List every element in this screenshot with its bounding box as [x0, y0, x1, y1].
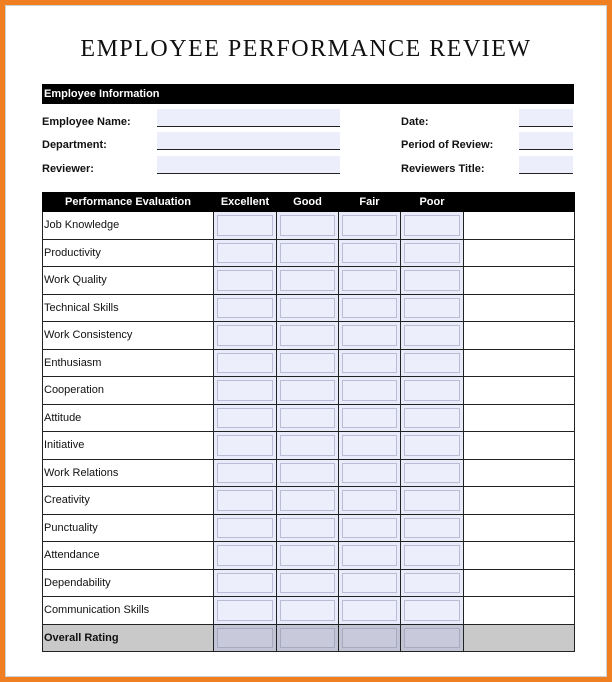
reviewers-title-label: Reviewers Title: [401, 163, 485, 175]
productivity-excellent-cell[interactable] [214, 239, 277, 267]
cooperation-comment-cell[interactable] [464, 377, 575, 405]
dependability-fair-box[interactable] [342, 573, 397, 594]
work-consistency-fair-box[interactable] [342, 325, 397, 346]
table-row [43, 267, 575, 295]
dependability-excellent-cell[interactable] [214, 569, 277, 597]
punctuality-poor-box[interactable] [404, 518, 460, 539]
work-consistency-good-box[interactable] [280, 325, 335, 346]
fair-column-header: Fair [339, 193, 401, 212]
productivity-poor-box[interactable] [404, 243, 460, 264]
criterion-label: Dependability [43, 569, 214, 597]
overall-rating-excellent-cell[interactable] [214, 624, 277, 652]
attendance-excellent-cell[interactable] [214, 542, 277, 570]
work-consistency-comment-cell[interactable] [464, 322, 575, 350]
enthusiasm-good-cell[interactable] [277, 349, 339, 377]
punctuality-good-box[interactable] [280, 518, 335, 539]
overall-rating-row [43, 624, 575, 652]
work-relations-poor-box[interactable] [404, 463, 460, 484]
criterion-label: Work Quality [43, 267, 214, 295]
criterion-label: Work Consistency [43, 322, 214, 350]
performance-evaluation-table [42, 192, 575, 652]
criterion-label: Initiative [43, 432, 214, 460]
work-relations-poor-cell[interactable] [401, 459, 464, 487]
job-knowledge-good-cell[interactable] [277, 212, 339, 240]
initiative-good-cell[interactable] [277, 432, 339, 460]
attendance-excellent-box[interactable] [217, 545, 273, 566]
employee-name-field[interactable] [157, 109, 340, 127]
work-consistency-good-cell[interactable] [277, 322, 339, 350]
communication-skills-good-cell[interactable] [277, 597, 339, 625]
work-consistency-excellent-cell[interactable] [214, 322, 277, 350]
dependability-poor-box[interactable] [404, 573, 460, 594]
table-row [43, 542, 575, 570]
table-row [43, 487, 575, 515]
table-row [43, 459, 575, 487]
creativity-comment-cell[interactable] [464, 487, 575, 515]
cooperation-excellent-box[interactable] [217, 380, 273, 401]
job-knowledge-excellent-box[interactable] [217, 215, 273, 236]
criteria-column-header: Performance Evaluation [43, 193, 214, 212]
technical-skills-poor-cell[interactable] [401, 294, 464, 322]
cooperation-fair-box[interactable] [342, 380, 397, 401]
enthusiasm-fair-cell[interactable] [339, 349, 401, 377]
table-row [43, 569, 575, 597]
attitude-poor-box[interactable] [404, 408, 460, 429]
poor-column-header: Poor [401, 193, 464, 212]
attitude-excellent-cell[interactable] [214, 404, 277, 432]
attendance-poor-cell[interactable] [401, 542, 464, 570]
work-relations-comment-cell[interactable] [464, 459, 575, 487]
period-of-review-field[interactable] [519, 132, 573, 150]
employee-name-label: Employee Name: [42, 116, 131, 128]
enthusiasm-poor-box[interactable] [404, 353, 460, 374]
communication-skills-fair-cell[interactable] [339, 597, 401, 625]
work-relations-good-cell[interactable] [277, 459, 339, 487]
attendance-good-cell[interactable] [277, 542, 339, 570]
criterion-label: Attendance [43, 542, 214, 570]
attendance-fair-box[interactable] [342, 545, 397, 566]
table-row [43, 597, 575, 625]
dependability-poor-cell[interactable] [401, 569, 464, 597]
initiative-good-box[interactable] [280, 435, 335, 456]
attitude-fair-cell[interactable] [339, 404, 401, 432]
criterion-label: Attitude [43, 404, 214, 432]
creativity-fair-box[interactable] [342, 490, 397, 511]
punctuality-excellent-cell[interactable] [214, 514, 277, 542]
attitude-fair-box[interactable] [342, 408, 397, 429]
attendance-poor-box[interactable] [404, 545, 460, 566]
work-consistency-poor-cell[interactable] [401, 322, 464, 350]
table-row [43, 349, 575, 377]
punctuality-excellent-box[interactable] [217, 518, 273, 539]
job-knowledge-comment-cell[interactable] [464, 212, 575, 240]
overall-rating-label: Overall Rating [43, 624, 214, 652]
work-quality-good-box[interactable] [280, 270, 335, 291]
communication-skills-poor-box[interactable] [404, 600, 460, 621]
punctuality-good-cell[interactable] [277, 514, 339, 542]
criterion-label: Communication Skills [43, 597, 214, 625]
work-relations-good-box[interactable] [280, 463, 335, 484]
table-row [43, 322, 575, 350]
punctuality-fair-cell[interactable] [339, 514, 401, 542]
criterion-label: Productivity [43, 239, 214, 267]
work-consistency-excellent-box[interactable] [217, 325, 273, 346]
period-of-review-label: Period of Review: [401, 139, 494, 151]
work-quality-poor-box[interactable] [404, 270, 460, 291]
table-row [43, 239, 575, 267]
overall-rating-fair-box[interactable] [342, 628, 397, 649]
work-quality-fair-cell[interactable] [339, 267, 401, 295]
page-title: EMPLOYEE PERFORMANCE REVIEW [80, 36, 532, 62]
communication-skills-excellent-cell[interactable] [214, 597, 277, 625]
overall-rating-good-box[interactable] [280, 628, 335, 649]
dependability-excellent-box[interactable] [217, 573, 273, 594]
enthusiasm-fair-box[interactable] [342, 353, 397, 374]
creativity-good-box[interactable] [280, 490, 335, 511]
table-header-row [43, 193, 575, 212]
punctuality-fair-box[interactable] [342, 518, 397, 539]
technical-skills-fair-cell[interactable] [339, 294, 401, 322]
productivity-fair-box[interactable] [342, 243, 397, 264]
dependability-good-box[interactable] [280, 573, 335, 594]
technical-skills-good-cell[interactable] [277, 294, 339, 322]
attitude-excellent-box[interactable] [217, 408, 273, 429]
creativity-good-cell[interactable] [277, 487, 339, 515]
work-consistency-fair-cell[interactable] [339, 322, 401, 350]
job-knowledge-poor-cell[interactable] [401, 212, 464, 240]
technical-skills-excellent-cell[interactable] [214, 294, 277, 322]
work-relations-fair-box[interactable] [342, 463, 397, 484]
table-row [43, 514, 575, 542]
overall-rating-poor-cell[interactable] [401, 624, 464, 652]
cooperation-fair-cell[interactable] [339, 377, 401, 405]
criterion-label: Creativity [43, 487, 214, 515]
communication-skills-excellent-box[interactable] [217, 600, 273, 621]
excellent-column-header: Excellent [214, 193, 277, 212]
productivity-good-cell[interactable] [277, 239, 339, 267]
cooperation-excellent-cell[interactable] [214, 377, 277, 405]
enthusiasm-poor-cell[interactable] [401, 349, 464, 377]
criterion-label: Work Relations [43, 459, 214, 487]
work-relations-fair-cell[interactable] [339, 459, 401, 487]
enthusiasm-comment-cell[interactable] [464, 349, 575, 377]
communication-skills-poor-cell[interactable] [401, 597, 464, 625]
date-label: Date: [401, 116, 429, 128]
attitude-poor-cell[interactable] [401, 404, 464, 432]
employee-info-header: Employee Information [42, 84, 574, 104]
initiative-excellent-cell[interactable] [214, 432, 277, 460]
table-row [43, 377, 575, 405]
department-field[interactable] [157, 132, 340, 150]
attitude-good-box[interactable] [280, 408, 335, 429]
initiative-comment-cell[interactable] [464, 432, 575, 460]
technical-skills-poor-box[interactable] [404, 298, 460, 319]
attendance-fair-cell[interactable] [339, 542, 401, 570]
department-label: Department: [42, 139, 107, 151]
enthusiasm-excellent-cell[interactable] [214, 349, 277, 377]
overall-rating-fair-cell[interactable] [339, 624, 401, 652]
creativity-poor-cell[interactable] [401, 487, 464, 515]
creativity-poor-box[interactable] [404, 490, 460, 511]
punctuality-poor-cell[interactable] [401, 514, 464, 542]
overall-rating-good-cell[interactable] [277, 624, 339, 652]
work-relations-excellent-cell[interactable] [214, 459, 277, 487]
work-quality-excellent-box[interactable] [217, 270, 273, 291]
cooperation-poor-box[interactable] [404, 380, 460, 401]
work-quality-comment-cell[interactable] [464, 267, 575, 295]
dependability-fair-cell[interactable] [339, 569, 401, 597]
attitude-good-cell[interactable] [277, 404, 339, 432]
good-column-header: Good [277, 193, 339, 212]
job-knowledge-poor-box[interactable] [404, 215, 460, 236]
work-relations-excellent-box[interactable] [217, 463, 273, 484]
overall-rating-poor-box[interactable] [404, 628, 460, 649]
productivity-fair-cell[interactable] [339, 239, 401, 267]
overall-rating-excellent-box[interactable] [217, 628, 273, 649]
initiative-poor-box[interactable] [404, 435, 460, 456]
creativity-excellent-box[interactable] [217, 490, 273, 511]
cooperation-poor-cell[interactable] [401, 377, 464, 405]
table-row [43, 212, 575, 240]
date-field[interactable] [519, 109, 573, 127]
work-quality-fair-box[interactable] [342, 270, 397, 291]
technical-skills-good-box[interactable] [280, 298, 335, 319]
creativity-fair-cell[interactable] [339, 487, 401, 515]
criterion-label: Cooperation [43, 377, 214, 405]
job-knowledge-fair-cell[interactable] [339, 212, 401, 240]
productivity-comment-cell[interactable] [464, 239, 575, 267]
comments-column-header [464, 193, 575, 212]
job-knowledge-excellent-cell[interactable] [214, 212, 277, 240]
creativity-excellent-cell[interactable] [214, 487, 277, 515]
communication-skills-comment-cell[interactable] [464, 597, 575, 625]
criterion-label: Technical Skills [43, 294, 214, 322]
reviewers-title-field[interactable] [519, 156, 573, 174]
initiative-fair-box[interactable] [342, 435, 397, 456]
initiative-fair-cell[interactable] [339, 432, 401, 460]
work-consistency-poor-box[interactable] [404, 325, 460, 346]
work-quality-excellent-cell[interactable] [214, 267, 277, 295]
cooperation-good-cell[interactable] [277, 377, 339, 405]
work-quality-good-cell[interactable] [277, 267, 339, 295]
table-row [43, 432, 575, 460]
communication-skills-fair-box[interactable] [342, 600, 397, 621]
dependability-comment-cell[interactable] [464, 569, 575, 597]
work-quality-poor-cell[interactable] [401, 267, 464, 295]
job-knowledge-fair-box[interactable] [342, 215, 397, 236]
criterion-label: Punctuality [43, 514, 214, 542]
initiative-poor-cell[interactable] [401, 432, 464, 460]
initiative-excellent-box[interactable] [217, 435, 273, 456]
reviewer-field[interactable] [157, 156, 340, 174]
enthusiasm-good-box[interactable] [280, 353, 335, 374]
table-row [43, 404, 575, 432]
attendance-comment-cell[interactable] [464, 542, 575, 570]
cooperation-good-box[interactable] [280, 380, 335, 401]
overall-rating-comment-cell[interactable] [464, 624, 575, 652]
dependability-good-cell[interactable] [277, 569, 339, 597]
criterion-label: Job Knowledge [43, 212, 214, 240]
attendance-good-box[interactable] [280, 545, 335, 566]
attitude-comment-cell[interactable] [464, 404, 575, 432]
table-row [43, 294, 575, 322]
punctuality-comment-cell[interactable] [464, 514, 575, 542]
technical-skills-fair-box[interactable] [342, 298, 397, 319]
productivity-poor-cell[interactable] [401, 239, 464, 267]
technical-skills-comment-cell[interactable] [464, 294, 575, 322]
reviewer-label: Reviewer: [42, 163, 94, 175]
technical-skills-excellent-box[interactable] [217, 298, 273, 319]
communication-skills-good-box[interactable] [280, 600, 335, 621]
productivity-excellent-box[interactable] [217, 243, 273, 264]
enthusiasm-excellent-box[interactable] [217, 353, 273, 374]
productivity-good-box[interactable] [280, 243, 335, 264]
criterion-label: Enthusiasm [43, 349, 214, 377]
job-knowledge-good-box[interactable] [280, 215, 335, 236]
